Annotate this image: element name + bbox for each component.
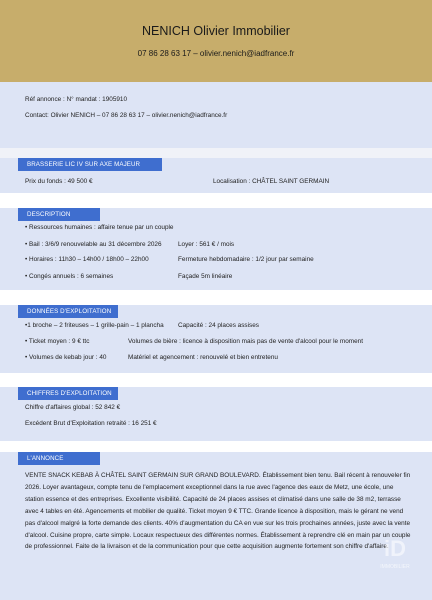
info-block [0, 82, 432, 158]
agency-watermark-logo [372, 528, 418, 584]
description-row-2-left: • Bail : 3/6/9 renouvelable au 31 décembre 2026 [25, 241, 162, 248]
exploitation-row-1-left: •1 broche – 2 friteuses – 1 grille-pain – 1 plancha [25, 322, 164, 329]
section-label-exploitation: DONNÉES D'EXPLOITATION [18, 305, 118, 318]
section-label-description: DESCRIPTION [18, 208, 100, 221]
agency-contact: 07 86 28 63 17 – olivier.nenich@iadfrance.fr [137, 49, 295, 58]
section-label-annonce: L'ANNONCE [18, 452, 100, 465]
description-row-4-right: Façade 5m linéaire [178, 273, 233, 280]
ebitda-adjusted: Excédent Brut d'Exploitation retraité : 16 251 € [25, 420, 157, 427]
agency-title: NENICH Olivier Immobilier [142, 24, 290, 38]
business-location: Localisation : CHÂTEL SAINT GERMAIN [213, 178, 330, 185]
annonce-text: VENTE SNACK KEBAB À CHÂTEL SAINT GERMAIN SUR GRAND BOULEVARD. Établissement bien tenu. Bail récent à renouveler fin 2026. Loyer avantageux, compte tenu de l'emplacement exceptionnel dans la rue avec l'agence des eaux de Metz, une école, une station essence et des entreprises. Excellente visibilité. Capacité de 24 places assises et climatisé dans une salle de 38 m2, terrasse avec 4 tables en été. Agencements et mobilier de qualité. Ticket moyen 9 € TTC. Grande licence à disposition, mais le gérant ne vend pas d'alcool malgré la forte demande des clients. 40% d'augmentation du CA en vue sur les trois prochaines années, juste avec la vente d'alcool. Cuisine propre, carte simple. Locaux respectueux des différentes normes. Établissement à reprendre clé en main par un couple de professionnel. Faite de la livraison et de la communication pour que cette acquisition augmente fortement son chiffre d'affaire. [25, 472, 411, 551]
listing-contact: Contact: Olivier NENICH – 07 86 28 63 17 – olivier.nenich@iadfrance.fr [25, 112, 228, 119]
exploitation-row-2-right: Volumes de bière : licence à disposition mais pas de vente d'alcool pour le moment [128, 338, 363, 345]
description-row-3-left: • Horaires : 11h30 – 14h00 / 18h00 – 22h00 [25, 256, 149, 263]
section-label-brasserie: BRASSERIE LIC IV SUR AXE MAJEUR [18, 158, 162, 171]
description-row-1-left: • Ressources humaines : affaire tenue par un couple [25, 224, 174, 231]
listing-reference: Réf annonce : N° mandat : 1905910 [25, 96, 128, 103]
section-label-chiffres: CHIFFRES D'EXPLOITATION [18, 387, 118, 400]
separator-band [0, 148, 432, 158]
exploitation-row-1-right: Capacité : 24 places assises [178, 322, 259, 329]
business-price: Prix du fonds : 49 500 € [25, 178, 93, 185]
revenue-total: Chiffre d'affaires global : 52 842 € [25, 404, 121, 411]
exploitation-row-3-left: • Volumes de kebab jour : 40 [25, 354, 107, 361]
watermark-word: IMMOBILIER [380, 564, 410, 570]
exploitation-row-2-left: • Ticket moyen : 9 € ttc [25, 338, 90, 345]
description-row-3-right: Fermeture hebdomadaire : 1/2 jour par semaine [178, 256, 314, 263]
header-banner [0, 0, 432, 82]
exploitation-row-3-right: Matériel et agencement : renouvelé et bien entretenu [128, 354, 278, 361]
description-row-2-right: Loyer : 561 € / mois [178, 241, 235, 248]
description-row-4-left: • Congés annuels : 6 semaines [25, 273, 114, 280]
svg-text:iD: iD [384, 536, 406, 561]
